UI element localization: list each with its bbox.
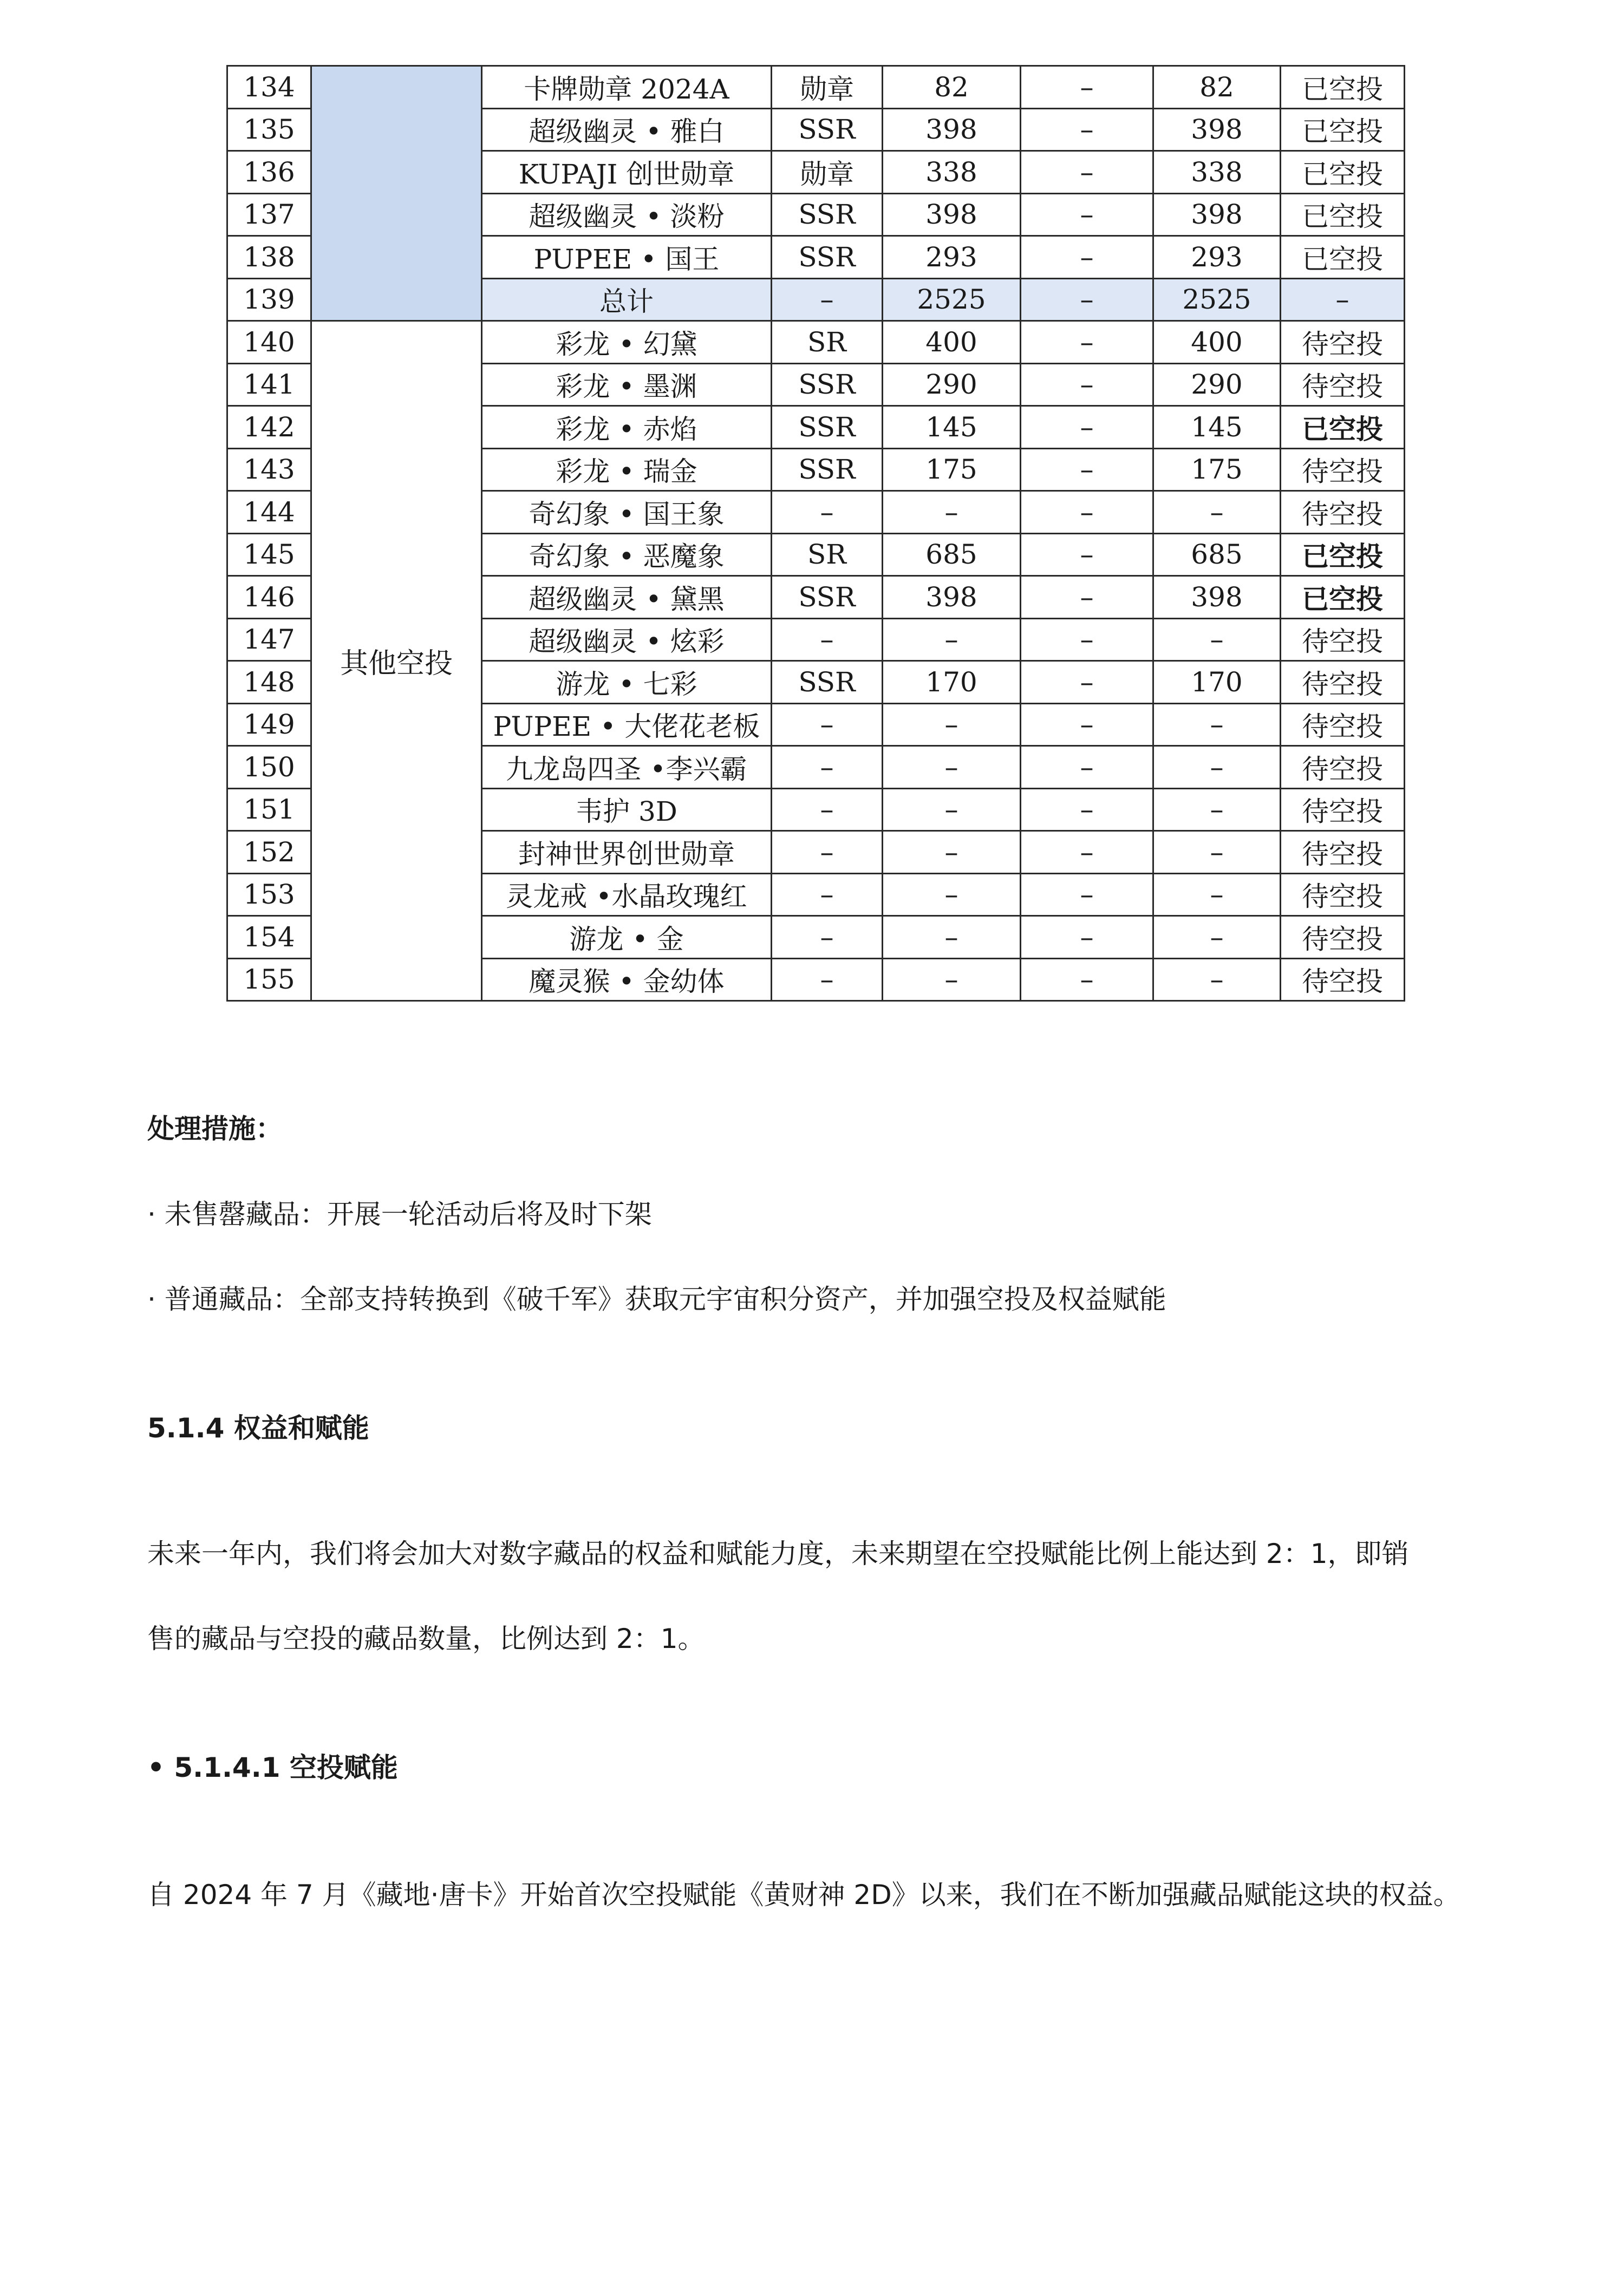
item-price-cell: 398 [883,193,1021,236]
item-price-cell: – [883,491,1021,534]
item-mid-cell: – [1021,406,1153,449]
item-status-cell: 待空投 [1281,321,1405,364]
item-status-cell: 待空投 [1281,363,1405,406]
item-qty-cell: – [1153,831,1281,874]
row-number-cell: 143 [227,448,311,491]
item-price-cell: 290 [883,363,1021,406]
item-qty-cell: 398 [1153,193,1281,236]
paragraph-line: 未来一年内，我们将会加大对数字藏品的权益和赋能力度，未来期望在空投赋能比例上能达到 2：1，即销 [147,1538,1409,1569]
item-name-cell: 彩龙 • 赤焰 [482,406,772,449]
collectibles-table [226,65,1405,1002]
item-name-cell: 魔灵猴 • 金幼体 [482,958,772,1001]
item-level-cell: 勋章 [772,151,883,194]
item-status-cell: 已空投 [1281,66,1405,109]
row-number-cell: 144 [227,491,311,534]
item-qty-cell: 2525 [1153,278,1281,321]
item-price-cell: 175 [883,448,1021,491]
item-name-cell: 游龙 • 七彩 [482,661,772,704]
item-qty-cell: 170 [1153,661,1281,704]
item-qty-cell: 145 [1153,406,1281,449]
item-mid-cell: – [1021,661,1153,704]
table-body [227,66,1405,1001]
item-status-cell: 已空投 [1281,236,1405,279]
item-qty-cell: 175 [1153,448,1281,491]
row-number-cell: 134 [227,66,311,109]
row-number-cell: 152 [227,831,311,874]
item-price-cell: 170 [883,661,1021,704]
row-number-cell: 135 [227,108,311,151]
group-cell-blank [311,66,482,321]
bullet-normal-items: · 普通藏品：全部支持转换到《破千军》获取元宇宙积分资产，并加强空投及权益赋能 [147,1284,1166,1315]
item-mid-cell: – [1021,788,1153,831]
item-price-cell: – [883,618,1021,661]
item-name-cell: 奇幻象 • 恶魔象 [482,533,772,576]
item-price-cell: – [883,958,1021,1001]
paragraph-line: 售的藏品与空投的藏品数量，比例达到 2：1。 [147,1623,705,1654]
row-number-cell: 141 [227,363,311,406]
section-heading: 5.1.4 权益和赋能 [147,1412,369,1444]
item-price-cell: 685 [883,533,1021,576]
item-qty-cell: 685 [1153,533,1281,576]
row-number-cell: 136 [227,151,311,194]
item-mid-cell: – [1021,278,1153,321]
item-mid-cell: – [1021,108,1153,151]
item-qty-cell: – [1153,746,1281,789]
item-mid-cell: – [1021,746,1153,789]
item-status-cell: 待空投 [1281,958,1405,1001]
item-qty-cell: – [1153,491,1281,534]
row-number-cell: 145 [227,533,311,576]
row-number-cell: 149 [227,703,311,746]
item-mid-cell: – [1021,958,1153,1001]
item-name-cell: 封神世界创世勋章 [482,831,772,874]
row-number-cell: 148 [227,661,311,704]
item-status-cell: 待空投 [1281,788,1405,831]
row-number-cell: 137 [227,193,311,236]
item-level-cell: – [772,788,883,831]
item-status-cell: 待空投 [1281,703,1405,746]
item-price-cell: 82 [883,66,1021,109]
item-price-cell: – [883,746,1021,789]
item-name-cell: 彩龙 • 墨渊 [482,363,772,406]
item-price-cell: – [883,703,1021,746]
item-status-cell: 已空投 [1281,193,1405,236]
item-status-cell: 待空投 [1281,746,1405,789]
item-qty-cell: 398 [1153,576,1281,619]
row-number-cell: 153 [227,873,311,916]
item-qty-cell: – [1153,703,1281,746]
item-mid-cell: – [1021,873,1153,916]
item-level-cell: – [772,873,883,916]
item-name-cell: 彩龙 • 瑞金 [482,448,772,491]
item-mid-cell: – [1021,703,1153,746]
table-row [227,66,1405,109]
item-price-cell: 398 [883,108,1021,151]
item-name-cell: 彩龙 • 幻黛 [482,321,772,364]
item-qty-cell: 400 [1153,321,1281,364]
item-qty-cell: 398 [1153,108,1281,151]
sub-section-heading: • 5.1.4.1 空投赋能 [147,1752,398,1783]
item-status-cell: 待空投 [1281,661,1405,704]
bullet-unsold-items: · 未售罄藏品：开展一轮活动后将及时下架 [147,1199,652,1230]
item-level-cell: SSR [772,406,883,449]
item-level-cell: SSR [772,236,883,279]
item-status-cell: 已空投 [1281,533,1405,576]
row-number-cell: 150 [227,746,311,789]
item-price-cell: 293 [883,236,1021,279]
item-level-cell: SSR [772,448,883,491]
item-price-cell: 398 [883,576,1021,619]
item-status-cell: – [1281,278,1405,321]
item-qty-cell: 338 [1153,151,1281,194]
item-mid-cell: – [1021,363,1153,406]
item-name-cell: PUPEE • 国王 [482,236,772,279]
paragraph: 自 2024 年 7 月《藏地·唐卡》开始首次空投赋能《黄财神 2D》以来，我们在不断加强藏品赋能这块的权益。 [147,1879,1460,1911]
item-mid-cell: – [1021,151,1153,194]
item-name-cell: 九龙岛四圣 •李兴霸 [482,746,772,789]
item-mid-cell: – [1021,533,1153,576]
item-qty-cell: 293 [1153,236,1281,279]
item-level-cell: – [772,958,883,1001]
item-status-cell: 待空投 [1281,618,1405,661]
item-level-cell: – [772,618,883,661]
item-qty-cell: – [1153,916,1281,959]
item-name-cell: 游龙 • 金 [482,916,772,959]
item-status-cell: 待空投 [1281,873,1405,916]
item-name-cell: 灵龙戒 •水晶玫瑰红 [482,873,772,916]
item-name-cell: 奇幻象 • 国王象 [482,491,772,534]
item-mid-cell: – [1021,236,1153,279]
row-number-cell: 147 [227,618,311,661]
item-level-cell: SSR [772,576,883,619]
item-mid-cell: – [1021,193,1153,236]
item-status-cell: 待空投 [1281,491,1405,534]
item-level-cell: SSR [772,193,883,236]
item-status-cell: 待空投 [1281,831,1405,874]
item-mid-cell: – [1021,491,1153,534]
item-name-cell: 超级幽灵 • 炫彩 [482,618,772,661]
item-status-cell: 已空投 [1281,406,1405,449]
row-number-cell: 142 [227,406,311,449]
item-price-cell: – [883,873,1021,916]
row-number-cell: 139 [227,278,311,321]
item-level-cell: SR [772,321,883,364]
item-level-cell: SSR [772,108,883,151]
item-price-cell: – [883,788,1021,831]
item-name-cell: 韦护 3D [482,788,772,831]
item-price-cell: 2525 [883,278,1021,321]
item-status-cell: 待空投 [1281,448,1405,491]
item-mid-cell: – [1021,321,1153,364]
item-level-cell: SSR [772,363,883,406]
table-row [227,321,1405,364]
item-mid-cell: – [1021,618,1153,661]
item-level-cell: – [772,831,883,874]
item-level-cell: SR [772,533,883,576]
item-name-cell: PUPEE • 大佬花老板 [482,703,772,746]
item-qty-cell: – [1153,788,1281,831]
item-status-cell: 已空投 [1281,151,1405,194]
item-price-cell: – [883,831,1021,874]
measures-heading: 处理措施： [147,1113,283,1144]
item-level-cell: – [772,278,883,321]
item-name-cell: 超级幽灵 • 黛黑 [482,576,772,619]
item-status-cell: 已空投 [1281,108,1405,151]
item-qty-cell: – [1153,873,1281,916]
item-mid-cell: – [1021,831,1153,874]
item-name-cell: KUPAJI 创世勋章 [482,151,772,194]
group-cell-other-airdrops: 其他空投 [311,321,482,1001]
item-price-cell: 400 [883,321,1021,364]
item-name-cell: 总计 [482,278,772,321]
item-qty-cell: – [1153,958,1281,1001]
item-mid-cell: – [1021,66,1153,109]
item-qty-cell: 82 [1153,66,1281,109]
row-number-cell: 140 [227,321,311,364]
row-number-cell: 146 [227,576,311,619]
item-level-cell: 勋章 [772,66,883,109]
row-number-cell: 154 [227,916,311,959]
item-mid-cell: – [1021,916,1153,959]
item-name-cell: 卡牌勋章 2024A [482,66,772,109]
item-level-cell: – [772,491,883,534]
item-mid-cell: – [1021,576,1153,619]
item-status-cell: 待空投 [1281,916,1405,959]
item-price-cell: 338 [883,151,1021,194]
collectibles-table-container [226,65,1405,1002]
item-qty-cell: – [1153,618,1281,661]
item-level-cell: SSR [772,661,883,704]
item-mid-cell: – [1021,448,1153,491]
item-name-cell: 超级幽灵 • 雅白 [482,108,772,151]
item-price-cell: – [883,916,1021,959]
row-number-cell: 155 [227,958,311,1001]
item-level-cell: – [772,703,883,746]
item-price-cell: 145 [883,406,1021,449]
row-number-cell: 151 [227,788,311,831]
item-name-cell: 超级幽灵 • 淡粉 [482,193,772,236]
item-qty-cell: 290 [1153,363,1281,406]
item-level-cell: – [772,746,883,789]
item-status-cell: 已空投 [1281,576,1405,619]
item-level-cell: – [772,916,883,959]
row-number-cell: 138 [227,236,311,279]
